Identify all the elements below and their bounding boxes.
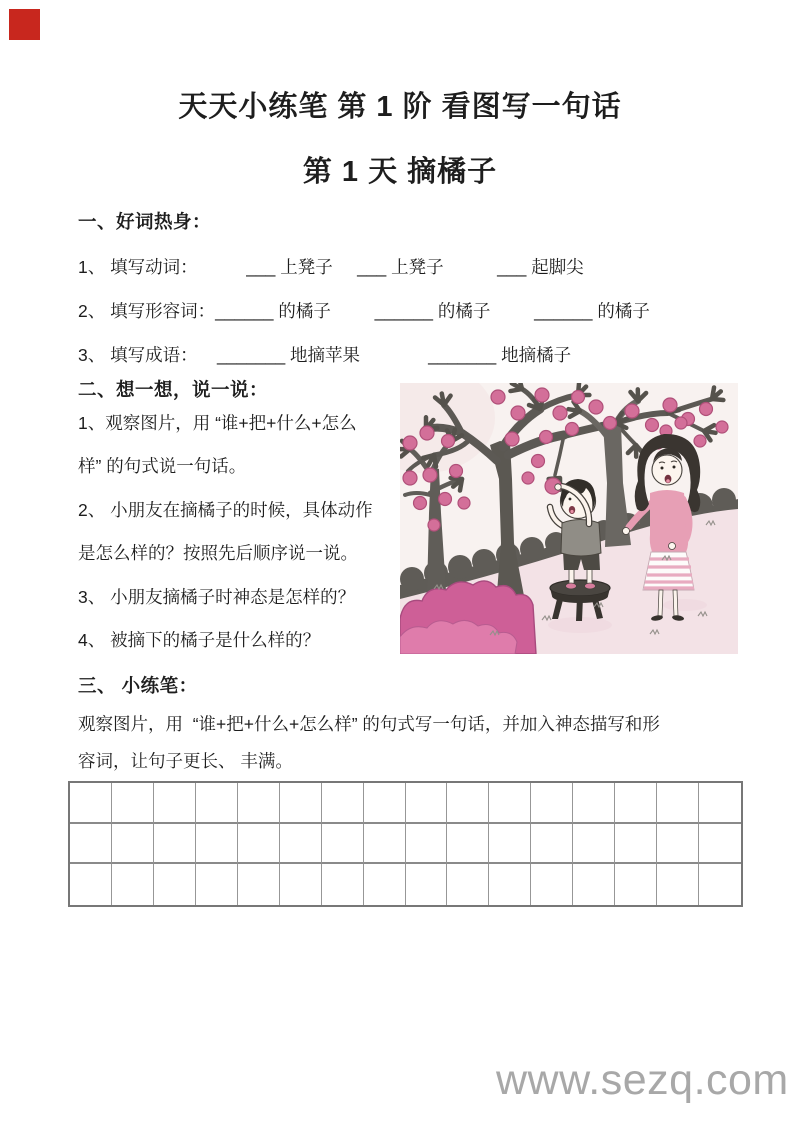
think-questions xyxy=(78,402,373,662)
writing-cell xyxy=(657,783,699,824)
writing-cell xyxy=(154,824,196,865)
writing-cell xyxy=(573,783,615,824)
writing-cell xyxy=(112,783,154,824)
writing-cell xyxy=(531,783,573,824)
writing-cell xyxy=(447,783,489,824)
writing-cell xyxy=(112,824,154,865)
warmup-items xyxy=(78,245,650,377)
writing-cell xyxy=(364,864,406,905)
writing-cell xyxy=(699,783,741,824)
writing-cell xyxy=(699,824,741,865)
writing-cell xyxy=(112,864,154,905)
writing-cell xyxy=(447,864,489,905)
writing-cell xyxy=(322,783,364,824)
practice-instructions xyxy=(78,706,660,780)
watermark: www.sezq.com xyxy=(496,1056,789,1104)
writing-cell xyxy=(531,864,573,905)
writing-cell xyxy=(322,864,364,905)
writing-cell xyxy=(489,864,531,905)
writing-cell xyxy=(573,824,615,865)
writing-cell xyxy=(406,864,448,905)
worksheet-illustration xyxy=(400,383,738,654)
writing-cell xyxy=(531,824,573,865)
writing-cell xyxy=(322,824,364,865)
writing-cell xyxy=(196,864,238,905)
red-marker-square xyxy=(9,9,40,40)
think-question-line: 1、观察图片，用 “谁+把+什么+怎么 xyxy=(78,413,357,433)
think-question-line: 样” 的句式说一句话。 xyxy=(78,456,247,477)
writing-cell xyxy=(615,864,657,905)
writing-cell xyxy=(70,783,112,824)
writing-cell xyxy=(447,824,489,865)
writing-cell xyxy=(154,783,196,824)
writing-cell xyxy=(238,824,280,865)
writing-cell xyxy=(657,824,699,865)
writing-cell xyxy=(615,824,657,865)
writing-cell xyxy=(489,824,531,865)
page-title: 天天小练笔 第 1 阶 看图写一句话 xyxy=(178,91,622,123)
think-question-line: 是怎么样的？按照先后顺序说一说。 xyxy=(78,543,358,564)
writing-cell xyxy=(238,864,280,905)
writing-cell xyxy=(699,864,741,905)
think-question-line: 3、 小朋友摘橘子时神态是怎样的？ xyxy=(78,586,356,607)
stool xyxy=(550,580,610,621)
writing-cell xyxy=(238,783,280,824)
writing-cell xyxy=(573,864,615,905)
writing-grid xyxy=(68,781,743,907)
writing-cell xyxy=(154,864,196,905)
warmup-item-verbs: 1、 填写动词： ___ 上凳子 ___ 上凳子 ___ 起脚尖 xyxy=(78,257,584,277)
writing-cell xyxy=(70,824,112,865)
writing-cell xyxy=(70,864,112,905)
section-warmup-header: 一、好词热身： xyxy=(78,211,212,232)
warmup-item-idioms: 3、 填写成语： _______ 地摘苹果 _______ 地摘橘子 xyxy=(78,345,572,365)
writing-cell xyxy=(364,783,406,824)
writing-cell xyxy=(406,783,448,824)
think-question-line: 4、 被摘下的橘子是什么样的？ xyxy=(78,630,321,651)
practice-instruction-line: 观察图片，用 “谁+把+什么+怎么样” 的句式写一句话，并加入神态描写和形 xyxy=(78,714,660,734)
page-subtitle: 第 1 天 摘橘子 xyxy=(302,156,498,188)
writing-cell xyxy=(364,824,406,865)
writing-cell xyxy=(196,824,238,865)
practice-instruction-line: 容词，让句子更长、 丰满。 xyxy=(78,751,293,771)
writing-cell xyxy=(196,783,238,824)
writing-cell xyxy=(489,783,531,824)
writing-cell xyxy=(280,783,322,824)
warmup-item-adjectives: 2、 填写形容词：______ 的橘子 ______ 的橘子 ______ 的橘子 xyxy=(78,301,650,321)
writing-cell xyxy=(280,824,322,865)
writing-cell xyxy=(657,864,699,905)
writing-cell xyxy=(280,864,322,905)
writing-cell xyxy=(406,824,448,865)
think-question-line: 2、 小朋友在摘橘子的时候，具体动作 xyxy=(78,499,373,520)
section-practice-header: 三、 小练笔： xyxy=(78,675,198,696)
writing-cell xyxy=(615,783,657,824)
section-think-header: 二、想一想，说一说： xyxy=(78,379,269,400)
